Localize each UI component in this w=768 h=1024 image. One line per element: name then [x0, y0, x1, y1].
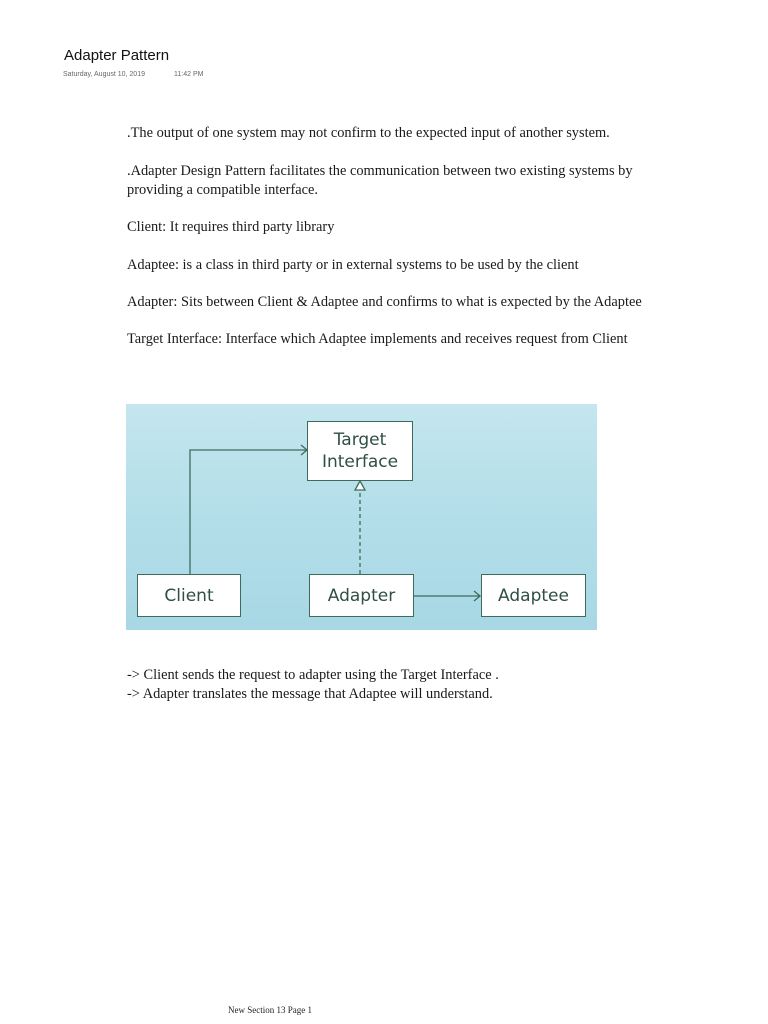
adapter-box — [309, 574, 414, 617]
page-time: 11:42 PM — [174, 71, 204, 78]
client-box — [137, 574, 241, 617]
page-date: Saturday, August 10, 2019 — [63, 71, 145, 78]
realization-triangle — [355, 481, 365, 490]
paragraph-client: Client: It requires third party library — [127, 219, 335, 235]
client-label: Client — [164, 585, 214, 606]
target-interface-box — [307, 421, 413, 481]
client-to-target-line — [190, 450, 307, 574]
adaptee-box — [481, 574, 586, 617]
paragraph-output-mismatch: .The output of one system may not confirm to the expected input of another system. — [127, 125, 610, 141]
target-interface-label-line2: Interface — [321, 452, 399, 472]
page-title: Adapter Pattern — [64, 47, 170, 64]
target-interface-label-line1: Target — [333, 430, 387, 450]
adapter-label: Adapter — [327, 585, 396, 606]
note-client-request: -> Client sends the request to adapter using the Target Interface . — [127, 667, 499, 683]
paragraph-adaptee: Adaptee: is a class in third party or in external systems to be used by the client — [127, 257, 579, 273]
adaptee-label: Adaptee — [498, 585, 569, 606]
paragraph-adapter-definition: .Adapter Design Pattern facilitates the communication between two existing systems by providing a compatible interface. — [127, 163, 633, 198]
adapter-uml-diagram — [126, 404, 597, 630]
paragraph-adapter: Adapter: Sits between Client & Adaptee and confirms to what is expected by the Adaptee — [127, 294, 642, 310]
page-footer: New Section 13 Page 1 — [228, 1005, 312, 1015]
note-adapter-translate: -> Adapter translates the message that Adaptee will understand. — [127, 686, 493, 702]
paragraph-target-interface: Target Interface: Interface which Adaptee implements and receives request from Client — [127, 331, 628, 347]
